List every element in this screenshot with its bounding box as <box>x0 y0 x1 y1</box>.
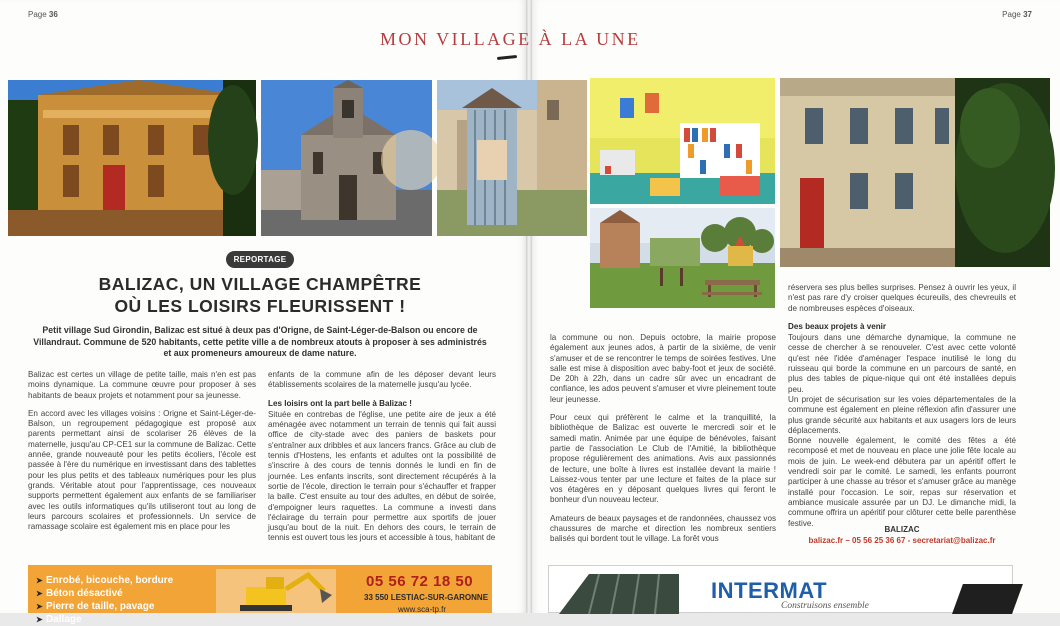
page-number-right <box>1002 10 1032 19</box>
section-title: MON VILLAGE À LA UNE <box>380 29 641 49</box>
subheading-projects: Des beaux projets à venir <box>788 321 887 331</box>
paragraph: Bonne nouvelle également, le comité des fêtes a été recomposé et met de nouveau en place une jolie fête locale au mois de juin. Le week-end débutera par un apéritif offert le vendredi soir par le comité. Le samedi, les enfants pourront participer à une chasse au trésor et s'amuser grâce au manège installé pour l'occasion. Le soir, repas sur réservation et ambiance musicale assurée par un DJ. Le dimanche midi, la commune offrira un apéritif pour clôturer cette belle parenthèse festive. <box>788 436 1016 528</box>
signature-name: BALIZAC <box>884 525 920 534</box>
paragraph: la commune ou non. Depuis octobre, la mairie propose également aux jeunes ados, à partir de la sixième, de venir s'amuser et de se rencontrer le temps de soirées festives. Une salle est mise à disposition avec baby-foot et jeux de société. De 20h à 22h, dans un cadre sûr avec un encadrant de confiance, les ados peuvent s'amuser et vivre pleinement toute leur jeunesse. <box>550 333 776 404</box>
page-number-left <box>28 10 58 19</box>
playground-photo <box>590 208 775 308</box>
ad-service-item: ➤ Béton désactivé <box>36 588 123 599</box>
roof-panel-icon <box>559 574 679 614</box>
article-title-line1: BALIZAC, UN VILLAGE CHAMPÊTRE <box>98 274 422 294</box>
ad-slogan: Construisons ensemble <box>781 601 869 611</box>
paragraph: Un projet de sécurisation sur les voies départementales de la commune est également en pleine réflexion afin d'assurer une plus grande sécurité aux habitants et aux usagers lors de leurs déplacements. <box>788 394 1016 435</box>
page-label: Page <box>28 10 47 19</box>
excavator-icon <box>216 569 336 613</box>
paragraph: Amateurs de beaux paysages et de randonnées, chaussez vos chaussures de marche et direction les nombreux sentiers balisés qui bordent tout le village. La forêt vous <box>550 513 776 544</box>
paragraph: Toujours dans une démarche dynamique, la commune ne cesse de chercher à se renouveler. C'est avec cette volonté qu'est née l'idée d'aménager l'espace inutilisé le long du ruisseau qui borde la commune en un parcours de santé, en plus des tables de pique-nique qui ont été installées depuis peu. <box>788 333 1016 394</box>
article-title <box>40 273 480 317</box>
book-box-photo <box>437 80 587 236</box>
article-intro: Petit village Sud Girondin, Balizac est situé à deux pas d'Origne, de Saint-Léger-de-Balson ou encore de Villandraut. Commune de 520 habitants, cette petite ville a de nombreux atouts à proposer à ses administrés et aux promeneurs amoureux de dame nature. <box>33 325 487 358</box>
page-label: Page <box>1002 10 1021 19</box>
ad-phone: 05 56 72 18 50 <box>366 573 474 590</box>
signature-contact: balizac.fr – 05 56 25 36 67 - secretariat@balizac.fr <box>808 536 996 545</box>
school-photo <box>780 78 1050 267</box>
paragraph: En accord avec les villages voisins : Origne et Saint-Léger-de-Balson, un regroupement pédagogique est proposé aux parents permettant ainsi de scolariser 26 élèves de la maternelle, jusqu'au CP-CE1 sur la commune de Balizac. Cette année, grande nouveauté pour les petits écoliers, l'école est passée à l'ère du numérique en investissant dans des tablettes pour les plus petits et des tableaux numériques pour les plus grands. Véritable atout pour l'apprentissage, ces nouveaux supports permettent également aux enfants de se familiariser avec les outils informatiques qu'ils utiliseront tout au long de leurs parcours scolaires et professionnels. Un service de ramassage scolaire est également mis en place pour les <box>28 408 256 532</box>
arrow-icon: ➤ <box>36 615 43 624</box>
subheading-leisure: Les loisirs ont la part belle à Balizac ! <box>268 398 412 408</box>
paragraph: enfants de la commune afin de les déposer devant leurs établissements scolaires de la maternelle jusqu'au lycée. <box>268 370 496 390</box>
library-photo <box>590 78 775 204</box>
text-column-3 <box>550 333 776 553</box>
intermat-advertisement[interactable] <box>548 565 1013 613</box>
town-hall-photo <box>8 80 256 236</box>
ad-service-item: ➤ Enrobé, bicouche, bordure <box>36 575 174 586</box>
arrow-icon: ➤ <box>36 576 43 585</box>
ad-services-list <box>36 574 173 626</box>
paragraph: Balizac est certes un village de petite taille, mais n'en est pas moins dynamique. La commune œuvre pour proposer à ses habitants de beaux projets et notamment pour sa jeunesse. <box>28 370 256 400</box>
paragraph: Pour ceux qui préfèrent le calme et la tranquillité, la bibliothèque de Balizac est ouverte le mercredi soir et le samedi matin. Animée par une équipe de bénévoles, faisant partie de l'association Le Club de l'Amitié, la bibliothèque propose régulièrement des animations. Avis aux passionnés de lecture, une boîte à livres est installée devant la mairie ! Laissez-vous tenter par une lecture et faites de la place sur vos étagères en y déposant quelques livres qui feront le bonheur d'un nouveau lecteur. <box>550 413 776 505</box>
ad-decor-shape <box>952 584 1023 614</box>
text-column-4 <box>788 283 1016 529</box>
arrow-icon: ➤ <box>36 602 43 611</box>
arrow-icon: ➤ <box>36 589 43 598</box>
article-signature <box>788 524 1016 546</box>
ad-city: 33 550 LESTIAC-SUR-GARONNE <box>364 593 489 602</box>
church-photo <box>261 80 432 236</box>
text-column-2 <box>268 370 496 552</box>
paragraph: Située en contrebas de l'église, une petite aire de jeux a été aménagée avec notamment un terrain de tennis qui fait aussi office de city-stade avec des paniers de baskets pour s'entraîner aux dribbles et aux lancers francs. Grâce au club de tennis d'Hostens, les enfants et adultes ont la possibilité de s'inscrire à des cours de tennis donnés le lundi en fin de journée. Les enfants inscrits, sont directement récupérés à la sortie de l'école, direction le terrain pour s'échauffer et frapper la balle. C'est ensuite au tour des adultes, en début de soirée, d'empoigner leurs raquettes. La commune a investi dans l'éclairage du terrain pour permettre aux sportifs de jouer jusqu'au bout de la nuit. En dehors des cours, le terrain de tennis est ouvert tous les jours et accessible à tous, habitant de <box>268 409 496 543</box>
intermat-logo: INTERMAT <box>711 578 828 603</box>
article-title-line2: OÙ LES LOISIRS FLEURISSENT ! <box>114 296 406 316</box>
ad-service-item: ➤ Dallage <box>36 614 82 625</box>
reportage-tag: REPORTAGE <box>226 251 294 268</box>
ad-service-item: ➤ Pierre de taille, pavage <box>36 601 155 612</box>
page-number-value: 37 <box>1023 10 1032 19</box>
sca-advertisement[interactable] <box>28 565 492 625</box>
text-column-1 <box>28 370 256 540</box>
ad-website-link[interactable]: www.sca-tp.fr <box>398 605 447 614</box>
paragraph: réservera ses plus belles surprises. Pensez à ouvrir les yeux, il n'est pas rare d'y croiser quelques écureuils, des chevreuils et de nombreuses espèces d'oiseaux. <box>788 283 1016 313</box>
page-number-value: 36 <box>48 10 58 19</box>
